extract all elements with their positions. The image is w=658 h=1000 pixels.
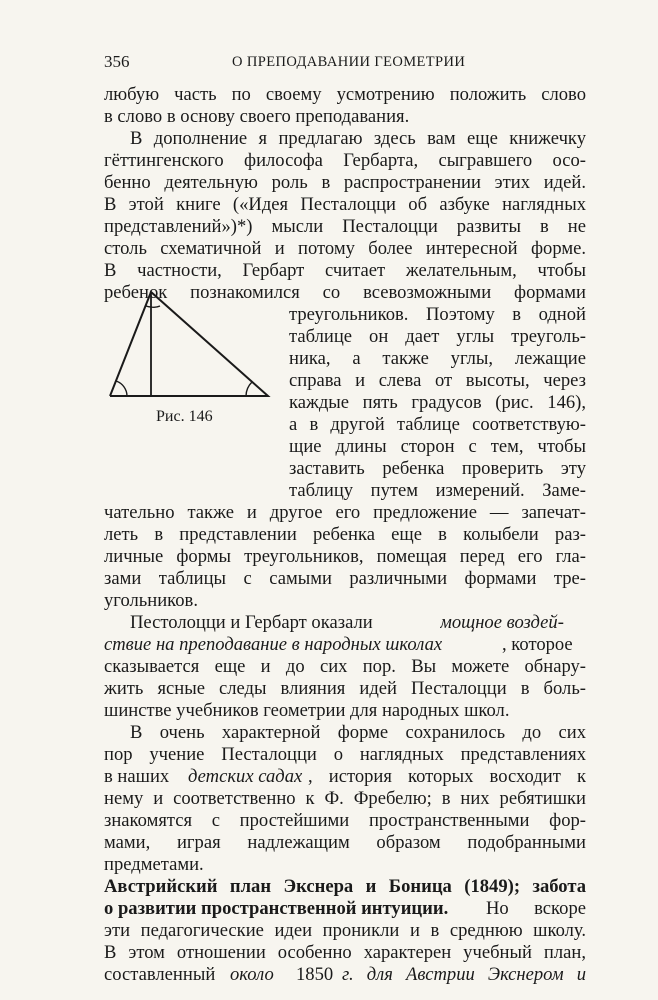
- text-line-italic: детских садах: [188, 766, 303, 787]
- text-line: пор учение Песталоцци о наглядных представлениях: [104, 744, 586, 765]
- text-line-italic: г. для Австрии Экснером и: [342, 964, 586, 985]
- angle-arc-left: [116, 381, 127, 396]
- text-line: Пестолоцци и Гербарт оказали: [130, 612, 373, 633]
- text-line: нему и соответственно к Ф. Фребелю; в них ребятишки: [104, 788, 586, 809]
- text-line: ребенок познакомился со всевозможными формами: [104, 282, 586, 303]
- text-line: любую часть по своему усмотрению положить слово: [104, 84, 586, 105]
- text-line: жить ясные следы влияния идей Песталоцци в боль-: [104, 678, 586, 699]
- text-line-italic: ствие на преподавание в народных школах: [104, 634, 443, 655]
- text-line-italic: мощное воздей-: [440, 612, 564, 633]
- text-line: В очень характерной форме сохранилось до сих: [130, 722, 586, 743]
- text-line: шинстве учебников геометрии для народных школ.: [104, 700, 510, 721]
- text-line: ника, а также углы, лежащие: [289, 348, 586, 369]
- text-line: столь схематичной и потому более интересной форме.: [104, 238, 586, 259]
- section-heading-line: о развитии пространственной интуиции.: [104, 898, 449, 919]
- text-line: угольников.: [104, 590, 198, 611]
- text-line: гёттингенского философа Гербарта, сыгравшего осо-: [104, 150, 586, 171]
- text-line: справа и слева от высоты, через: [289, 370, 586, 391]
- text-line: в слово в основу своего преподавания.: [104, 106, 410, 127]
- text-line: треугольников. Поэтому в одной: [289, 304, 586, 325]
- text-line: мами, играя надлежащим образом подобранными: [104, 832, 586, 853]
- text-line: знакомятся с простейшими пространственными фор-: [104, 810, 586, 831]
- angle-arc-right: [246, 382, 252, 396]
- text-line: щие длины сторон с тем, чтобы: [289, 436, 586, 457]
- figure-caption: Рис. 146: [156, 408, 213, 425]
- text-line-italic: около: [230, 964, 274, 985]
- text-line: , история которых восходит к: [308, 766, 586, 787]
- triangle-outline: [110, 292, 268, 396]
- text-line: представлений»)*) мысли Песталоцци развиты в не: [104, 216, 586, 237]
- text-line: таблице он дает углы треуголь-: [289, 326, 586, 347]
- text-line: , которое: [502, 634, 573, 655]
- section-heading-line: Австрийский план Экснера и Боница (1849); забота: [104, 876, 586, 897]
- text-line: 1850: [296, 964, 334, 985]
- text-line: личные формы треугольников, помещая перед его гла-: [104, 546, 586, 567]
- text-line: каждые пять градусов (рис. 146),: [289, 392, 586, 413]
- angle-arc-top-right: [151, 306, 160, 307]
- text-line: В дополнение я предлагаю здесь вам еще книжечку: [130, 128, 586, 149]
- text-line: эти педагогические идеи проникли и в среднюю школу.: [104, 920, 586, 941]
- text-line: В этой книге («Идея Песталоцци об азбуке наглядных: [104, 194, 586, 215]
- text-line: предметами.: [104, 854, 204, 875]
- text-line: таблицу путем измерений. Заме-: [289, 480, 586, 501]
- text-line: леть в представлении ребенка еще в колыбели раз-: [104, 524, 586, 545]
- triangle-diagram: [100, 284, 276, 414]
- text-line: бенно деятельную роль в распространении этих идей.: [104, 172, 586, 193]
- text-line: В этом отношении особенно характерен учебный план,: [104, 942, 586, 963]
- text-line: в наших: [104, 766, 170, 787]
- text-line: составленный: [104, 964, 216, 985]
- page-header: [104, 52, 588, 76]
- text-line: зами таблицы с самыми различными формами тре-: [104, 568, 586, 589]
- text-line: Но вскоре: [486, 898, 586, 919]
- text-line: В частности, Гербарт считает желательным, чтобы: [104, 260, 586, 281]
- text-line: заставить ребенка проверить эту: [289, 458, 586, 479]
- page-number: 356: [104, 52, 130, 71]
- text-line: а в другой таблице соответствую-: [289, 414, 586, 435]
- running-title: О ПРЕПОДАВАНИИ ГЕОМЕТРИИ: [232, 54, 466, 70]
- text-line: сказывается еще и до сих пор. Вы можете обнару-: [104, 656, 586, 677]
- text-line: чательно также и другое его предложение — запечат-: [104, 502, 586, 523]
